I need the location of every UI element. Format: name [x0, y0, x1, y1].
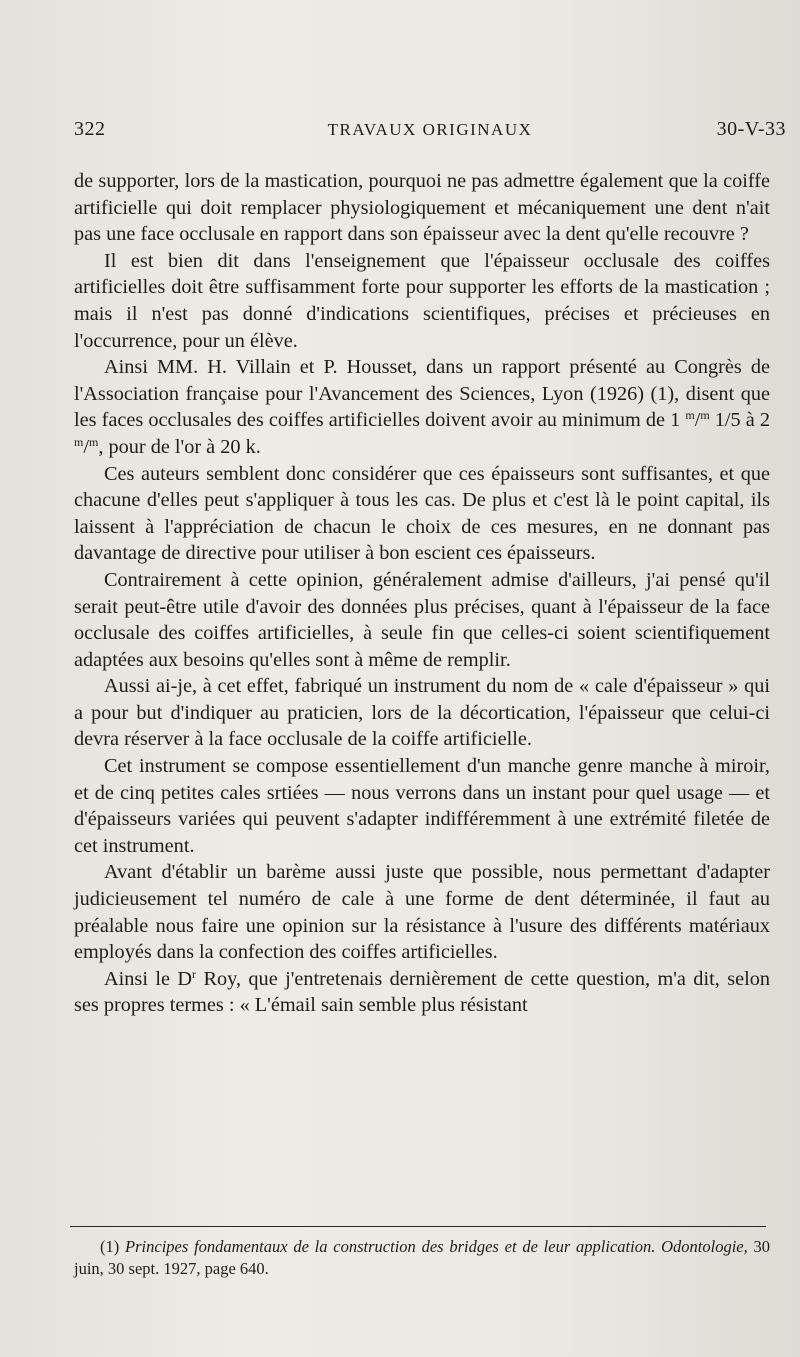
paragraph-6: Aussi ai-je, à cet effet, fabriqué un instrument du nom de « cale d'épaisseur » qui a pour but d'indiquer au praticien, lors de la décortication, l'épaisseur que celui-ci devra réserver à la face occlusale de la coiffe artificielle.: [74, 675, 770, 751]
running-title: TRAVAUX ORIGINAUX: [327, 120, 533, 139]
footnote: [74, 1236, 770, 1280]
unit-superscript: m: [88, 434, 99, 449]
paragraph-1: de supporter, lors de la mastication, pourquoi ne pas admettre également que la coiffe artificielle qui doit remplacer physiologiquement et mécaniquement une dent n'ait pas une face occlusale en rapport dans son épaisseur avec la dent qu'elle recouvre ?: [74, 170, 770, 246]
paragraph-3-text-end: , pour de l'or à 20 k.: [98, 435, 261, 458]
unit-superscript: m: [74, 434, 84, 449]
footnote-text: [74, 1236, 770, 1280]
paragraph-8: Avant d'établir un barème aussi juste que possible, nous permettant d'adapter judicieusement tel numéro de cale à une forme de dent déterminée, il faut au préalable nous faire une opinion sur la résistance à l'usure des différents matériaux employés dans la confection des coiffes artificielles.: [74, 861, 770, 964]
page-number: 322: [74, 118, 106, 140]
paragraph-9-pre: Ainsi le D: [104, 967, 193, 990]
unit-slash: /: [83, 435, 89, 458]
unit-superscript: m: [700, 408, 710, 423]
page-date: 30-V-33: [716, 118, 786, 140]
paragraph-9-text: Roy, que j'entretenais dernièrement de cette question, m'a dit, selon ses propres termes : « L'émail sain semble plus résistant: [74, 967, 770, 1017]
footnote-marker: (1): [100, 1237, 120, 1256]
footnote-divider: [70, 1226, 766, 1227]
unit-slash: /: [694, 409, 701, 432]
paragraph-7: Cet instrument se compose essentiellement d'un manche genre manche à miroir, et de cinq petites cales srtiées — nous verrons dans un instant pour quel usage — et d'épaisseurs variées qui peuvent s'adapter indifféremment à une extrémité filetée de cet instrument.: [74, 755, 770, 857]
paragraph-3: [74, 354, 770, 460]
body-text: [74, 168, 770, 1019]
paragraph-3-text-mid: 1/5 à 2: [709, 409, 770, 432]
paragraph-2: Il est bien dit dans l'enseignement que l'épaisseur occlusale des coiffes artificielles doit être suffisamment forte pour supporter les efforts de la mastication ; mais il n'est pas donné d'indications scientifiques, précises et précieuses en l'occurrence, pour un élève.: [74, 249, 770, 352]
page-header: [74, 118, 786, 148]
unit-superscript: m: [685, 408, 695, 423]
paragraph-4: Ces auteurs semblent donc considérer que ces épaisseurs sont suffisantes, et que chacune d'elles peut s'appliquer à tous les cas. De plus et c'est là le point capital, ils laissent à l'appréciation de chacun le choix de ces mesures, en ne donnant pas davantage de directive pour utiliser à bon escient ces épaisseurs.: [74, 462, 770, 565]
paragraph-3-text: Ainsi MM. H. Villain et P. Housset, dans un rapport présenté au Congrès de l'Association française pour l'Avancement des Sciences, Lyon (1926) (1), disent que les faces occlusales des coiffes artificielles doivent avoir au minimum de 1: [74, 356, 770, 432]
paragraph-5: Contrairement à cette opinion, généralement admise d'ailleurs, j'ai pensé qu'il serait peut-être utile d'avoir des données plus précises, quant à l'épaisseur de la face occlusale des coiffes artificielles, à seule fin que celles-ci soient scientifiquement adaptées aux besoins qu'elles sont à même de remplir.: [74, 568, 770, 671]
footnote-citation-date: 30 juin, 30 sept. 1927, page 640.: [74, 1237, 771, 1278]
footnote-citation-title: Principes fondamentaux de la construction des bridges et de leur application. Odontologie,: [125, 1237, 748, 1256]
paragraph-9: [74, 966, 770, 1019]
title-superscript: r: [192, 966, 197, 981]
